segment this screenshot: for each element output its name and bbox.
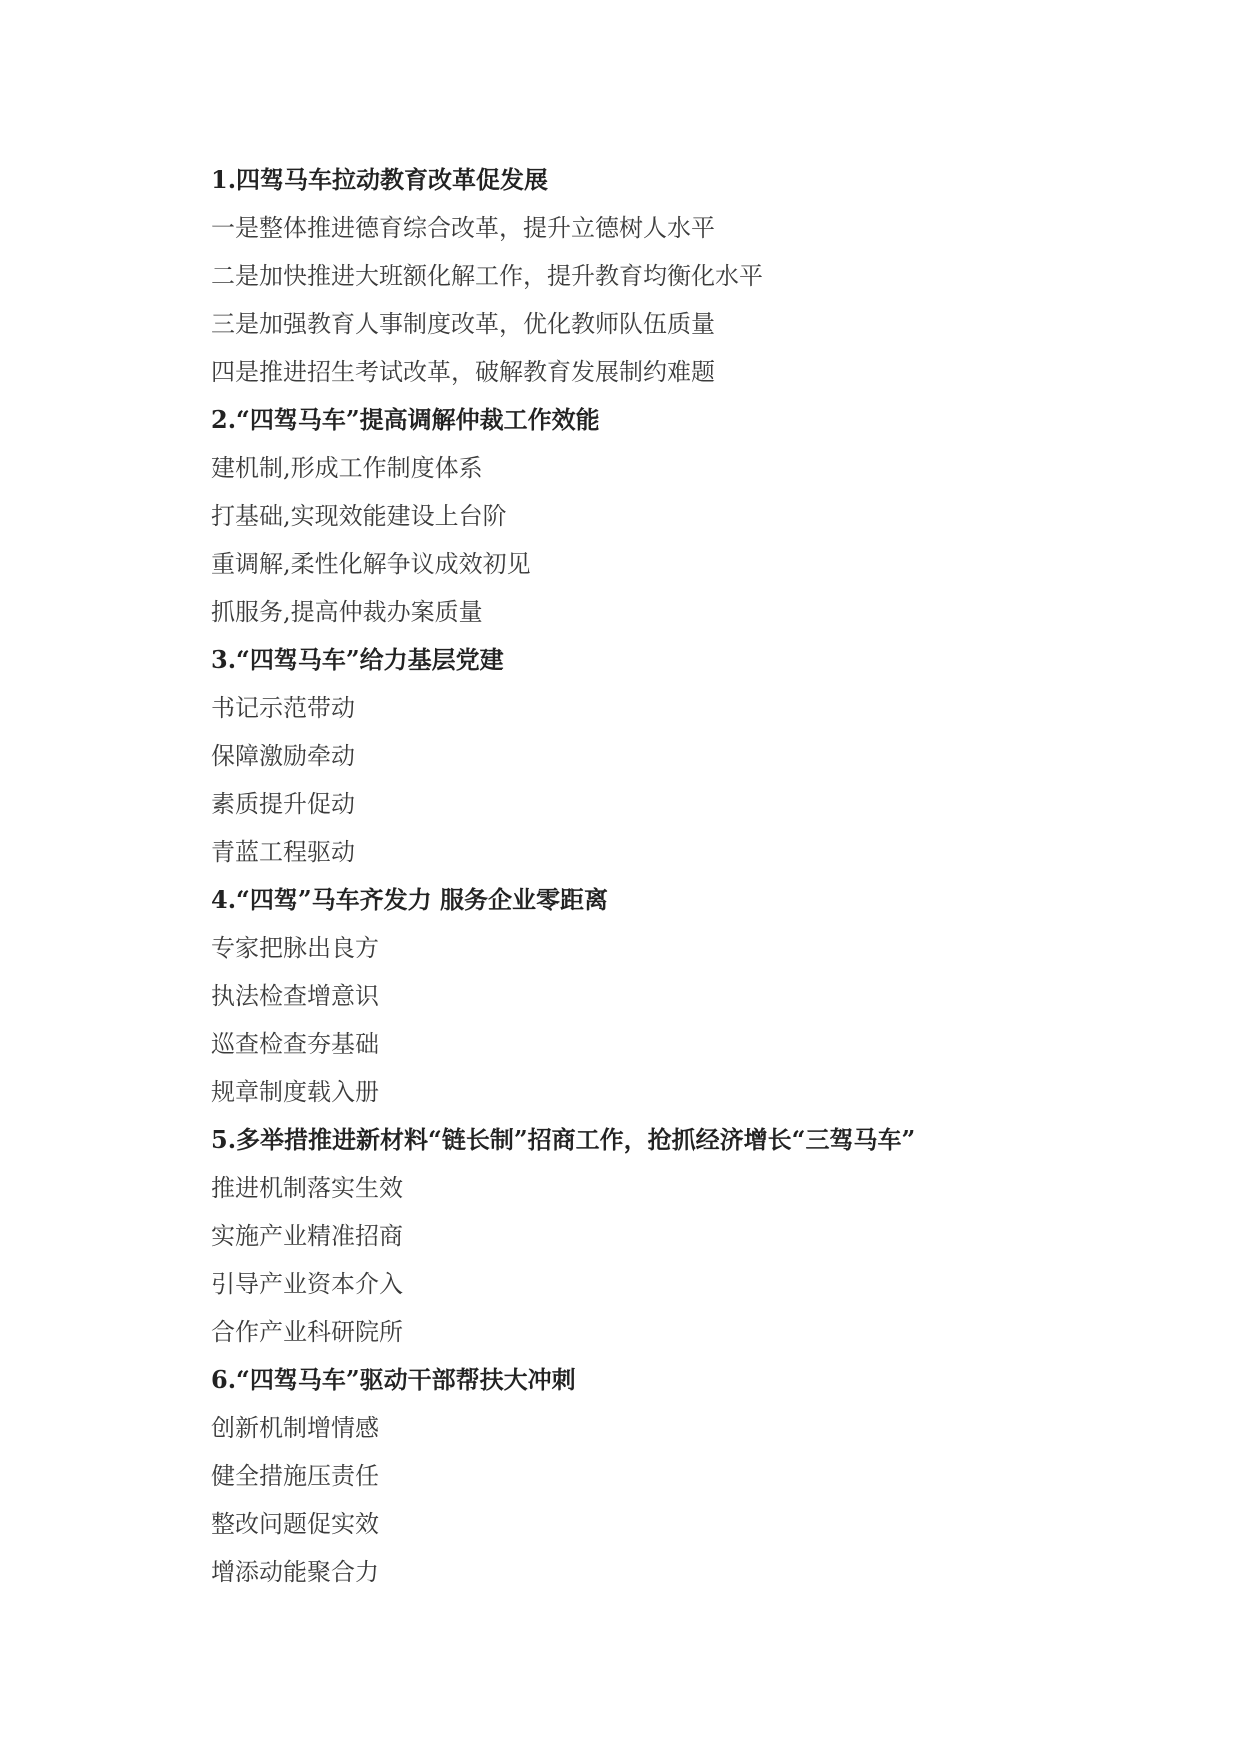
list-item: 素质提升促动 [211,790,355,818]
section-heading: 5.多举措推进新材料“链长制”招商工作，抢抓经济增长“三驾马车” [211,1125,916,1154]
section-1 [211,156,1191,396]
list-item: 三是加强教育人事制度改革，优化教师队伍质量 [211,310,715,338]
list-item: 整改问题促实效 [211,1510,379,1538]
list-item: 保障激励牵动 [211,742,355,770]
list-item: 推进机制落实生效 [211,1174,403,1202]
list-item: 专家把脉出良方 [211,934,379,962]
section-5 [211,1116,1191,1356]
list-item: 一是整体推进德育综合改革，提升立德树人水平 [211,214,715,242]
list-item: 打基础,实现效能建设上台阶 [211,502,507,530]
list-item: 增添动能聚合力 [211,1558,379,1586]
document-page [211,156,1191,1596]
list-item: 合作产业科研院所 [211,1318,403,1346]
section-heading: 3.“四驾马车”给力基层党建 [211,645,504,674]
list-item: 书记示范带动 [211,694,355,722]
list-item: 健全措施压责任 [211,1462,379,1490]
list-item: 执法检查增意识 [211,982,379,1010]
list-item: 建机制,形成工作制度体系 [211,454,483,482]
section-heading: 1.四驾马车拉动教育改革促发展 [211,165,549,194]
list-item: 重调解,柔性化解争议成效初见 [211,550,531,578]
list-item: 青蓝工程驱动 [211,838,355,866]
list-item: 规章制度载入册 [211,1078,379,1106]
list-item: 巡查检查夯基础 [211,1030,379,1058]
section-heading: 2.“四驾马车”提高调解仲裁工作效能 [211,405,600,434]
section-4 [211,876,1191,1116]
section-heading: 6.“四驾马车”驱动干部帮扶大冲刺 [211,1365,576,1394]
list-item: 四是推进招生考试改革，破解教育发展制约难题 [211,358,715,386]
section-2 [211,396,1191,636]
section-3 [211,636,1191,876]
list-item: 创新机制增情感 [211,1414,379,1442]
list-item: 抓服务,提高仲裁办案质量 [211,598,483,626]
list-item: 二是加快推进大班额化解工作，提升教育均衡化水平 [211,262,763,290]
section-6 [211,1356,1191,1596]
section-heading: 4.“四驾”马车齐发力 服务企业零距离 [211,885,609,914]
list-item: 实施产业精准招商 [211,1222,403,1250]
list-item: 引导产业资本介入 [211,1270,403,1298]
